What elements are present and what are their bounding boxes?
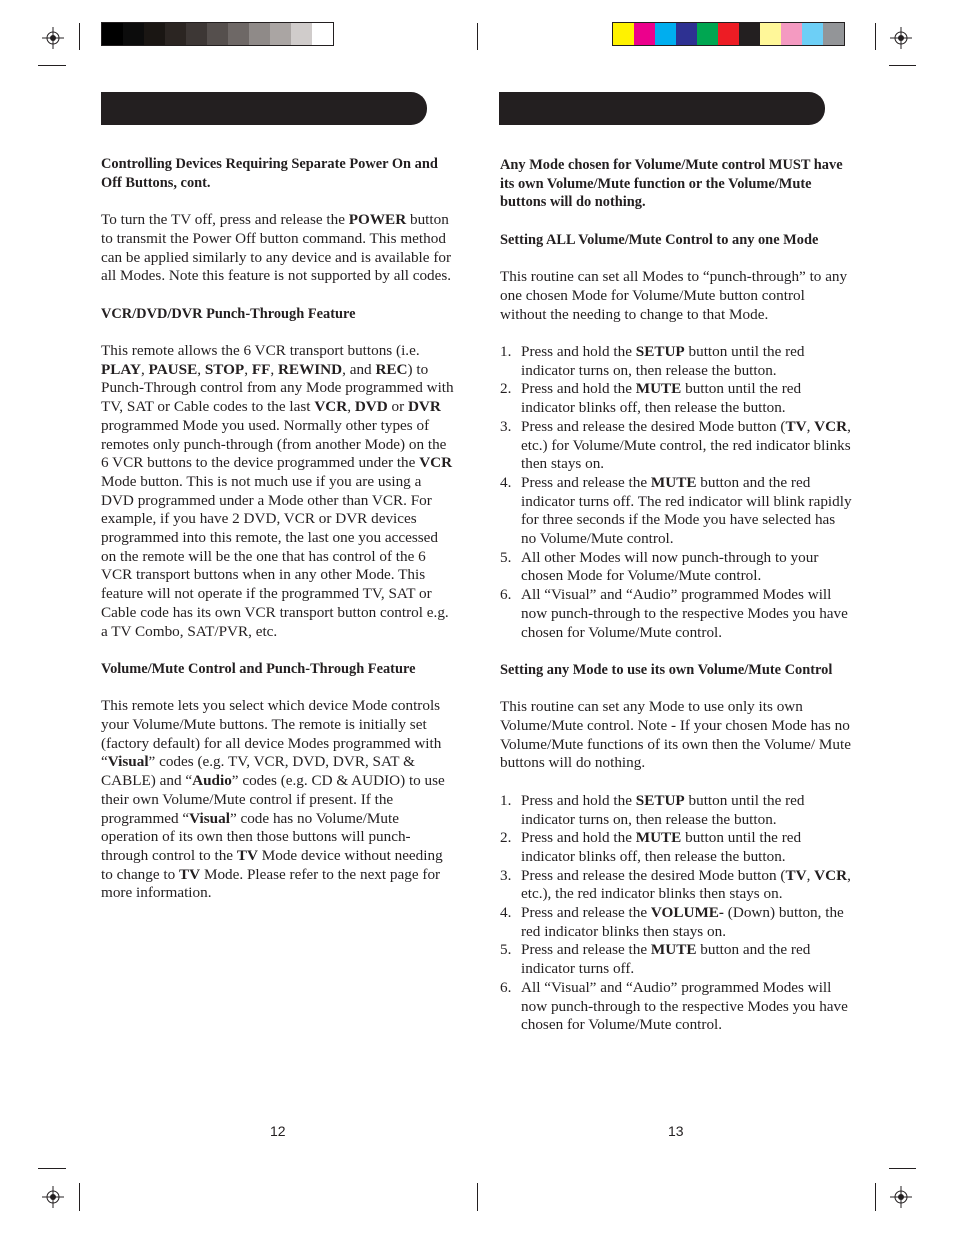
registration-mark-icon bbox=[42, 27, 64, 49]
list-item: 4. Press and release the MUTE button and the red indicator turns off. The red indicator will blink rapidly for three seconds if the Mode you have selected has no Volume/Mute control. bbox=[500, 473, 852, 548]
steps-list bbox=[500, 343, 852, 642]
paragraph: This routine can set any Mode to use only its own Volume/Mute control. Note - If your chosen Mode has no Volume/Mute functions of its own then the Volume/ Mute buttons will do nothing. bbox=[500, 698, 851, 772]
color-swatch bbox=[760, 23, 781, 45]
paragraph: This remote lets you select which device Mode controls your Volume/Mute buttons. The remote is initially set (factory default) for all device Modes programmed with “Visual” codes (e.g. TV, VCR, DVD, DVR, SAT & CABLE) and “Audio” codes (e.g. CD & AUDIO) to use their own Volume/Mute control if present. If the programmed “Visual” code has no Volume/Mute operation of its own then those buttons will punch-through control to the TV Mode device without needing to change to TV Mode. Please refer to the next page for more information. bbox=[101, 697, 445, 902]
color-swatch bbox=[823, 23, 844, 45]
paragraph: To turn the TV off, press and release the POWER button to transmit the Power Off button command. This method can be applied similarly to any device and is available for all Modes. Note this feature is not supported by all codes. bbox=[101, 211, 452, 285]
color-swatch bbox=[634, 23, 655, 45]
right-header-bar bbox=[499, 92, 825, 125]
crop-mark-top-left-h bbox=[38, 65, 66, 66]
registration-mark-icon bbox=[42, 1186, 64, 1208]
process-color-bar bbox=[612, 22, 845, 46]
crop-mark-bottom-right-h bbox=[889, 1168, 916, 1169]
crop-mark-top-right-h bbox=[889, 65, 916, 66]
color-swatch bbox=[207, 23, 228, 45]
list-item: 1. Press and hold the SETUP button until the red indicator turns on, then release the button. bbox=[500, 791, 805, 828]
right-page-content bbox=[500, 156, 852, 1054]
section-heading: VCR/DVD/DVR Punch-Through Feature bbox=[101, 305, 356, 322]
crop-mark-bottom-center bbox=[477, 1183, 478, 1211]
paragraph: This routine can set all Modes to “punch-through” to any one chosen Mode for Volume/Mute button control without the needing to change to that Mode. bbox=[500, 268, 848, 323]
left-header-bar bbox=[101, 92, 427, 125]
warning-heading: Any Mode chosen for Volume/Mute control MUST have its own Volume/Mute function or the Volume/Mute buttons will do nothing. bbox=[500, 157, 843, 211]
list-item: 2. Press and hold the MUTE button until the red indicator blinks off, then release the button. bbox=[500, 829, 802, 865]
page-number-right: 13 bbox=[668, 1123, 684, 1139]
left-page-content bbox=[101, 155, 456, 922]
color-swatch bbox=[144, 23, 165, 45]
color-swatch bbox=[739, 23, 760, 45]
color-swatch bbox=[613, 23, 634, 45]
color-swatch bbox=[228, 23, 249, 45]
page-number-left: 12 bbox=[270, 1123, 286, 1139]
color-swatch bbox=[249, 23, 270, 45]
list-item: 1. Press and hold the SETUP button until the red indicator turns on, then release the button. bbox=[500, 342, 805, 379]
color-swatch bbox=[270, 23, 291, 45]
color-swatch bbox=[291, 23, 312, 45]
color-swatch bbox=[655, 23, 676, 45]
crop-mark-top-left-v bbox=[79, 23, 80, 50]
crop-mark-bottom-left-h bbox=[38, 1168, 66, 1169]
crop-mark-top-center bbox=[477, 23, 478, 50]
list-item: 3. Press and release the desired Mode button (TV, VCR, etc.), the red indicator blinks then stays on. bbox=[500, 866, 851, 903]
crop-mark-top-right-v bbox=[875, 23, 876, 50]
crop-mark-bottom-left-v bbox=[79, 1183, 80, 1211]
color-swatch bbox=[676, 23, 697, 45]
list-item: 5. All other Modes will now punch-through to your chosen Mode for Volume/Mute control. bbox=[500, 548, 819, 585]
crop-mark-bottom-right-v bbox=[875, 1183, 876, 1211]
color-swatch bbox=[718, 23, 739, 45]
color-swatch bbox=[697, 23, 718, 45]
registration-mark-icon bbox=[890, 27, 912, 49]
color-swatch bbox=[102, 23, 123, 45]
color-swatch bbox=[802, 23, 823, 45]
section-heading: Controlling Devices Requiring Separate Power On and Off Buttons, cont. bbox=[101, 156, 438, 191]
list-item: 2. Press and hold the MUTE button until the red indicator blinks off, then release the button. bbox=[500, 380, 802, 417]
paragraph: This remote allows the 6 VCR transport buttons (i.e. PLAY, PAUSE, STOP, FF, REWIND, and REC) to Punch-Through control from any Mode programmed with TV, SAT or Cable codes to the last VCR, DVD or DVR programmed Mode you used. Normally other types of remotes only punch-through (from another Mode) on the 6 VCR buttons to the device programmed under the VCR Mode button. This is not much use if you are using a DVD programmed under a Mode other than VCR. For example, if you have 2 DVD, VCR or DVR devices programmed into this remote, the last one you accessed on the remote will be the one that has control of the 6 VCR transport buttons when in any other Mode. This feature will not operate if the programmed TV, SAT or Cable code has its own VCR transport button control e.g. a TV Combo, SAT/PVR, etc. bbox=[101, 341, 454, 640]
section-heading: Setting any Mode to use its own Volume/Mute Control bbox=[500, 661, 833, 678]
steps-list bbox=[500, 792, 852, 1035]
color-swatch bbox=[186, 23, 207, 45]
color-swatch bbox=[123, 23, 144, 45]
list-item: 5. Press and release the MUTE button and the red indicator turns off. bbox=[500, 941, 811, 978]
list-item: 6. All “Visual” and “Audio” programmed Modes will now punch-through to the respective Modes you have chosen for Volume/Mute control. bbox=[500, 586, 848, 641]
grayscale-color-bar bbox=[101, 22, 334, 46]
color-swatch bbox=[312, 23, 333, 45]
list-item: 6. All “Visual” and “Audio” programmed Modes will now punch-through to the respective Modes you have chosen for Volume/Mute control. bbox=[500, 978, 848, 1034]
color-swatch bbox=[781, 23, 802, 45]
section-heading: Setting ALL Volume/Mute Control to any one Mode bbox=[500, 231, 819, 248]
registration-mark-icon bbox=[890, 1186, 912, 1208]
section-heading: Volume/Mute Control and Punch-Through Feature bbox=[101, 660, 416, 677]
list-item: 4. Press and release the VOLUME- (Down) button, the red indicator blinks then stays on. bbox=[500, 904, 844, 940]
color-swatch bbox=[165, 23, 186, 45]
list-item: 3. Press and release the desired Mode button (TV, VCR, etc.) for Volume/Mute control, the red indicator blinks then stays on. bbox=[500, 417, 851, 473]
